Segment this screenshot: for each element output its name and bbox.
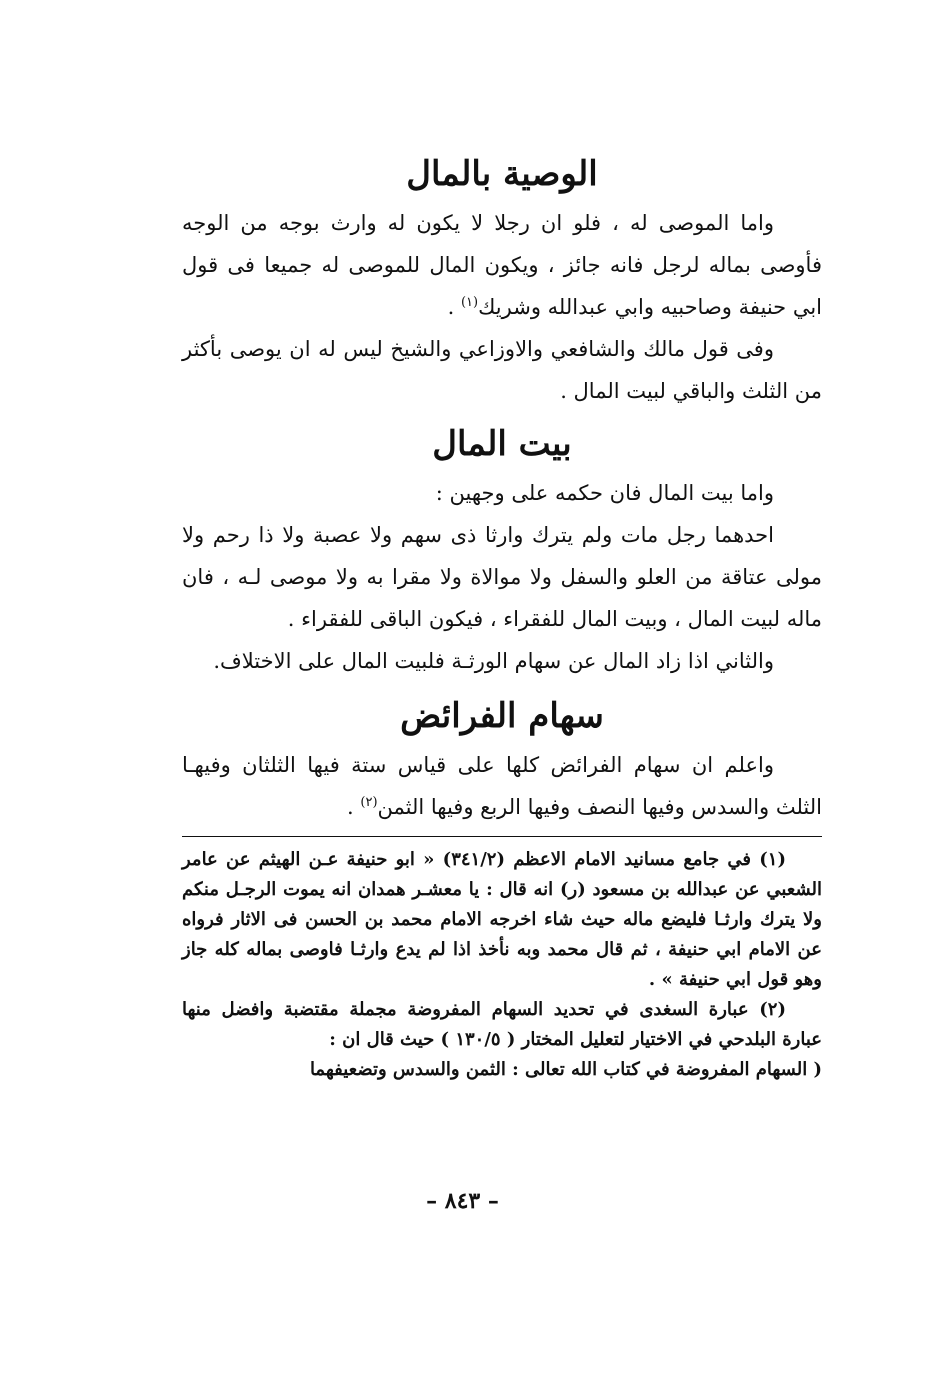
footnote-ref: (١): [460, 295, 479, 310]
paragraph: [182, 202, 822, 328]
paragraph: والثاني اذا زاد المال عن سهام الورثـة فلبيت المال على الاختلاف.: [213, 649, 774, 673]
paragraph-tail: .: [447, 295, 461, 319]
paragraph: [182, 744, 822, 828]
section-heading-shares: سهام الفرائض: [400, 696, 604, 736]
footnote-2: (٢) عبارة السغدى في تحديد السهام المفروضة مجملة مقتضبة وافضل منها عبارة البلدحي في الاختيار لتعليل المختار ( ١٣٠/٥ ) حيث قال ان :: [182, 999, 822, 1050]
paragraph-text: واعلم ان سهام الفرائض كلها على قياس ستة فيها الثلثان وفيهـا الثلث والسدس وفيها النصف وفيها الربع وفيها الثمن: [182, 753, 822, 819]
section-heading-bequest: الوصية بالمال: [406, 154, 598, 194]
paragraph: واما بيت المال فان حكمه على وجهين :: [435, 481, 774, 505]
paragraph-text: واما الموصى له ، فلو ان رجلا لا يكون له وارث بوجه من الوجه فأوصى بماله لرجل فانه جائز ، ويكون المال للموصى له جميعا فى قول ابي حنيفة وصاحبيه وابي عبدالله وشريك: [182, 211, 822, 319]
footnote-2-continuation: ( السهام المفروضة في كتاب الله تعالى : الثمن والسدس وتضعيفهما: [309, 1059, 822, 1080]
paragraph-tail: .: [347, 795, 361, 819]
page-number: – ٨٤٣ –: [426, 1188, 499, 1214]
paragraph: وفى قول مالك والشافعي والاوزاعي والشيخ ليس له ان يوصى بأكثر من الثلث والباقي لبيت المال .: [182, 337, 822, 403]
footnote-divider: [182, 836, 822, 837]
section-heading-treasury: بيت المال: [432, 424, 572, 464]
footnote-1: (١) في جامع مسانيد الامام الاعظم (٣٤١/٢) « ابو حنيفة عـن الهيثم عن عامر الشعبي عن عبدالله بن مسعود (ر) انه قال : يا معشـر همدان انه يموت الرجـل منكم ولا يترك وارثـا فليضع ماله حيث شاء اخرجه الامام محمد بن الحسن فى الاثار فرواه عن الامام ابي حنيفة ، ثم قال محمد وبه نأخذ اذا لم يدع وارثـا فاوصى بماله كله جاز وهو قول ابي حنيفة » .: [182, 849, 822, 990]
paragraph: احدهما رجل مات ولم يترك وارثا ذى سهم ولا عصبة ولا ذا رحم ولا مولى عتاقة من العلو والسفل ولا موالاة ولا مقرا به ولا موصى لـه ، فان ماله لبيت المال ، وبيت المال للفقراء ، فيكون الباقى للفقراء .: [182, 523, 822, 631]
page-body: [182, 150, 822, 1085]
footnote-ref: (٢): [360, 795, 378, 810]
